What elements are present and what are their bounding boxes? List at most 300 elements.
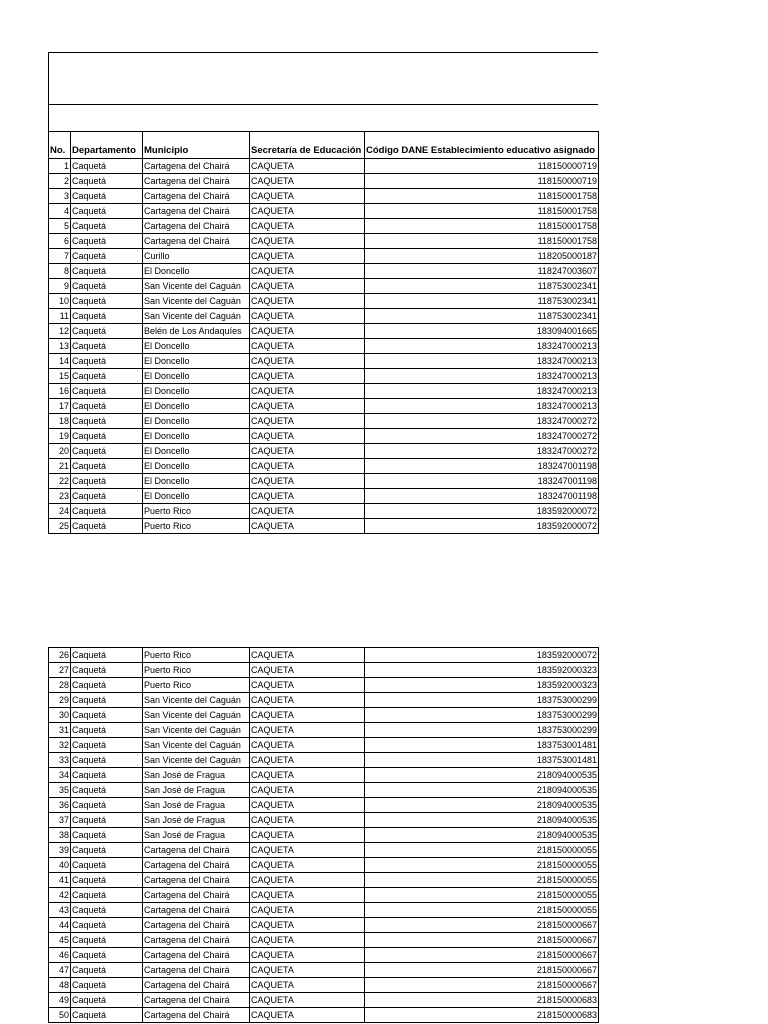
table-row [49,888,599,903]
cell-municipio: Cartagena del Chairá [143,933,250,948]
cell-departamento: Caquetá [71,648,143,663]
table-row [49,204,599,219]
cell-no: 21 [49,459,71,474]
cell-departamento: Caquetá [71,903,143,918]
cell-secretaria: CAQUETA [250,798,365,813]
cell-no: 12 [49,324,71,339]
table-row [49,519,599,534]
cell-municipio: Cartagena del Chairá [143,204,250,219]
cell-codigo: 218094000535 [365,783,599,798]
table-row [49,903,599,918]
cell-no: 48 [49,978,71,993]
cell-codigo: 218150000683 [365,1008,599,1023]
cell-no: 45 [49,933,71,948]
cell-no: 37 [49,813,71,828]
table-row [49,663,599,678]
cell-no: 28 [49,678,71,693]
cell-departamento: Caquetá [71,708,143,723]
table-row [49,294,599,309]
cell-municipio: San Vicente del Caguán [143,279,250,294]
cell-secretaria: CAQUETA [250,159,365,174]
cell-secretaria: CAQUETA [250,723,365,738]
cell-secretaria: CAQUETA [250,813,365,828]
table-row [49,309,599,324]
cell-no: 24 [49,504,71,519]
cell-departamento: Caquetá [71,219,143,234]
cell-departamento: Caquetá [71,843,143,858]
cell-secretaria: CAQUETA [250,174,365,189]
cell-no: 13 [49,339,71,354]
table-row [49,189,599,204]
cell-departamento: Caquetá [71,309,143,324]
cell-municipio: El Doncello [143,354,250,369]
cell-departamento: Caquetá [71,339,143,354]
cell-departamento: Caquetá [71,693,143,708]
cell-secretaria: CAQUETA [250,903,365,918]
establishments-table-page-2 [48,647,599,1023]
cell-codigo: 218150000667 [365,933,599,948]
cell-municipio: San José de Fragua [143,813,250,828]
cell-codigo: 183592000072 [365,519,599,534]
header-frame [48,52,598,132]
cell-municipio: San Vicente del Caguán [143,294,250,309]
table-body-1 [49,159,599,534]
cell-secretaria: CAQUETA [250,858,365,873]
table-row [49,873,599,888]
cell-codigo: 218150000055 [365,858,599,873]
cell-municipio: San José de Fragua [143,798,250,813]
cell-secretaria: CAQUETA [250,444,365,459]
cell-no: 47 [49,963,71,978]
cell-municipio: Cartagena del Chairá [143,918,250,933]
cell-codigo: 118150001758 [365,189,599,204]
cell-no: 31 [49,723,71,738]
cell-no: 14 [49,354,71,369]
table-row [49,678,599,693]
header-divider [49,104,598,105]
table-row [49,414,599,429]
cell-municipio: Puerto Rico [143,648,250,663]
cell-departamento: Caquetá [71,678,143,693]
cell-no: 29 [49,693,71,708]
cell-secretaria: CAQUETA [250,693,365,708]
table-row [49,264,599,279]
cell-secretaria: CAQUETA [250,294,365,309]
cell-secretaria: CAQUETA [250,369,365,384]
cell-no: 19 [49,429,71,444]
cell-secretaria: CAQUETA [250,189,365,204]
cell-secretaria: CAQUETA [250,309,365,324]
cell-no: 2 [49,174,71,189]
cell-no: 1 [49,159,71,174]
cell-departamento: Caquetá [71,828,143,843]
cell-codigo: 118205000187 [365,249,599,264]
cell-municipio: San Vicente del Caguán [143,309,250,324]
table-row [49,843,599,858]
table-row [49,933,599,948]
cell-secretaria: CAQUETA [250,663,365,678]
cell-codigo: 218150000055 [365,903,599,918]
cell-codigo: 183592000323 [365,663,599,678]
cell-municipio: Cartagena del Chairá [143,963,250,978]
table-row [49,219,599,234]
cell-departamento: Caquetá [71,249,143,264]
cell-secretaria: CAQUETA [250,918,365,933]
cell-departamento: Caquetá [71,888,143,903]
cell-departamento: Caquetá [71,444,143,459]
cell-departamento: Caquetá [71,519,143,534]
cell-departamento: Caquetá [71,918,143,933]
cell-no: 8 [49,264,71,279]
table-header-row [49,132,599,159]
table-row [49,798,599,813]
cell-secretaria: CAQUETA [250,678,365,693]
table-row [49,708,599,723]
cell-secretaria: CAQUETA [250,753,365,768]
table-row [49,489,599,504]
cell-municipio: El Doncello [143,474,250,489]
table-row [49,504,599,519]
cell-municipio: Puerto Rico [143,678,250,693]
cell-municipio: Cartagena del Chairá [143,993,250,1008]
table-row [49,1008,599,1023]
cell-codigo: 118753002341 [365,279,599,294]
cell-departamento: Caquetá [71,723,143,738]
cell-secretaria: CAQUETA [250,489,365,504]
table-row [49,813,599,828]
table-row [49,174,599,189]
table-row [49,384,599,399]
cell-departamento: Caquetá [71,933,143,948]
establishments-table-page-1 [48,131,599,534]
cell-secretaria: CAQUETA [250,234,365,249]
cell-municipio: Curillo [143,249,250,264]
cell-secretaria: CAQUETA [250,474,365,489]
cell-municipio: El Doncello [143,399,250,414]
table-row [49,429,599,444]
cell-departamento: Caquetá [71,504,143,519]
cell-secretaria: CAQUETA [250,384,365,399]
cell-secretaria: CAQUETA [250,783,365,798]
cell-no: 4 [49,204,71,219]
table-row [49,978,599,993]
table-row [49,828,599,843]
cell-no: 3 [49,189,71,204]
cell-codigo: 118150000719 [365,174,599,189]
cell-codigo: 118753002341 [365,294,599,309]
cell-secretaria: CAQUETA [250,768,365,783]
cell-municipio: Cartagena del Chairá [143,858,250,873]
cell-codigo: 118150001758 [365,219,599,234]
cell-no: 41 [49,873,71,888]
cell-municipio: Cartagena del Chairá [143,1008,250,1023]
cell-no: 34 [49,768,71,783]
cell-codigo: 183753001481 [365,753,599,768]
cell-departamento: Caquetá [71,369,143,384]
table-row [49,918,599,933]
cell-no: 33 [49,753,71,768]
cell-departamento: Caquetá [71,264,143,279]
cell-departamento: Caquetá [71,489,143,504]
cell-secretaria: CAQUETA [250,648,365,663]
cell-municipio: Cartagena del Chairá [143,978,250,993]
cell-departamento: Caquetá [71,948,143,963]
cell-no: 11 [49,309,71,324]
table-row [49,474,599,489]
table-row [49,948,599,963]
cell-codigo: 118247003607 [365,264,599,279]
cell-no: 18 [49,414,71,429]
cell-codigo: 218150000667 [365,918,599,933]
cell-codigo: 183753000299 [365,723,599,738]
table-row [49,444,599,459]
cell-secretaria: CAQUETA [250,888,365,903]
cell-codigo: 183247000213 [365,384,599,399]
cell-codigo: 183247001198 [365,474,599,489]
cell-no: 26 [49,648,71,663]
cell-codigo: 118150001758 [365,204,599,219]
cell-codigo: 118150001758 [365,234,599,249]
table-row [49,459,599,474]
cell-municipio: Cartagena del Chairá [143,873,250,888]
cell-codigo: 183247000213 [365,339,599,354]
cell-codigo: 183247000213 [365,369,599,384]
cell-secretaria: CAQUETA [250,354,365,369]
header-municipio: Municipio [143,132,250,159]
cell-secretaria: CAQUETA [250,414,365,429]
table-row [49,279,599,294]
table-row [49,693,599,708]
cell-secretaria: CAQUETA [250,1008,365,1023]
cell-no: 5 [49,219,71,234]
cell-codigo: 183247000272 [365,429,599,444]
cell-departamento: Caquetá [71,279,143,294]
cell-no: 23 [49,489,71,504]
cell-secretaria: CAQUETA [250,519,365,534]
cell-codigo: 218150000667 [365,948,599,963]
cell-no: 15 [49,369,71,384]
cell-secretaria: CAQUETA [250,324,365,339]
table-row [49,234,599,249]
table-row [49,159,599,174]
cell-secretaria: CAQUETA [250,459,365,474]
table-row [49,324,599,339]
cell-departamento: Caquetá [71,234,143,249]
table-row [49,648,599,663]
table-row [49,354,599,369]
table-row [49,768,599,783]
cell-codigo: 183247000272 [365,414,599,429]
cell-no: 32 [49,738,71,753]
cell-municipio: Puerto Rico [143,663,250,678]
cell-municipio: Cartagena del Chairá [143,174,250,189]
cell-departamento: Caquetá [71,204,143,219]
cell-departamento: Caquetá [71,174,143,189]
table-row [49,399,599,414]
cell-departamento: Caquetá [71,873,143,888]
cell-municipio: San Vicente del Caguán [143,693,250,708]
cell-secretaria: CAQUETA [250,843,365,858]
cell-secretaria: CAQUETA [250,249,365,264]
cell-municipio: Cartagena del Chairá [143,189,250,204]
table-row [49,783,599,798]
cell-codigo: 183592000072 [365,648,599,663]
cell-no: 38 [49,828,71,843]
cell-municipio: San Vicente del Caguán [143,708,250,723]
table-body-2 [49,648,599,1023]
cell-municipio: El Doncello [143,429,250,444]
cell-secretaria: CAQUETA [250,948,365,963]
cell-secretaria: CAQUETA [250,708,365,723]
cell-municipio: Belén de Los Andaquíes [143,324,250,339]
cell-no: 25 [49,519,71,534]
cell-no: 39 [49,843,71,858]
cell-no: 10 [49,294,71,309]
cell-secretaria: CAQUETA [250,504,365,519]
cell-municipio: San Vicente del Caguán [143,753,250,768]
cell-codigo: 183094001665 [365,324,599,339]
cell-codigo: 183592000072 [365,504,599,519]
table-row [49,369,599,384]
cell-municipio: San Vicente del Caguán [143,723,250,738]
cell-departamento: Caquetá [71,783,143,798]
cell-secretaria: CAQUETA [250,429,365,444]
cell-secretaria: CAQUETA [250,399,365,414]
cell-municipio: Cartagena del Chairá [143,948,250,963]
cell-municipio: Cartagena del Chairá [143,903,250,918]
cell-no: 43 [49,903,71,918]
table-row [49,753,599,768]
header-codigo: Código DANE Establecimiento educativo asignado [365,132,599,159]
cell-departamento: Caquetá [71,324,143,339]
cell-codigo: 183753000299 [365,708,599,723]
cell-codigo: 218094000535 [365,813,599,828]
cell-secretaria: CAQUETA [250,873,365,888]
cell-codigo: 218094000535 [365,798,599,813]
cell-codigo: 183753001481 [365,738,599,753]
cell-municipio: Cartagena del Chairá [143,234,250,249]
cell-municipio: Cartagena del Chairá [143,159,250,174]
cell-codigo: 218094000535 [365,828,599,843]
cell-codigo: 218150000667 [365,963,599,978]
cell-municipio: Cartagena del Chairá [143,219,250,234]
cell-municipio: El Doncello [143,369,250,384]
cell-secretaria: CAQUETA [250,963,365,978]
cell-codigo: 218094000535 [365,768,599,783]
cell-codigo: 218150000683 [365,993,599,1008]
cell-departamento: Caquetá [71,858,143,873]
cell-no: 40 [49,858,71,873]
cell-no: 22 [49,474,71,489]
cell-municipio: San José de Fragua [143,768,250,783]
cell-secretaria: CAQUETA [250,279,365,294]
cell-no: 46 [49,948,71,963]
cell-no: 42 [49,888,71,903]
cell-departamento: Caquetá [71,738,143,753]
cell-departamento: Caquetá [71,474,143,489]
cell-departamento: Caquetá [71,294,143,309]
cell-departamento: Caquetá [71,813,143,828]
table-row [49,963,599,978]
cell-departamento: Caquetá [71,993,143,1008]
cell-no: 49 [49,993,71,1008]
cell-secretaria: CAQUETA [250,978,365,993]
cell-departamento: Caquetá [71,399,143,414]
cell-departamento: Caquetá [71,459,143,474]
header-departamento: Departamento [71,132,143,159]
cell-secretaria: CAQUETA [250,339,365,354]
cell-municipio: El Doncello [143,384,250,399]
cell-departamento: Caquetá [71,429,143,444]
cell-codigo: 183247001198 [365,459,599,474]
cell-codigo: 118150000719 [365,159,599,174]
cell-codigo: 218150000667 [365,978,599,993]
cell-municipio: Cartagena del Chairá [143,843,250,858]
cell-no: 44 [49,918,71,933]
cell-municipio: El Doncello [143,489,250,504]
cell-municipio: Puerto Rico [143,504,250,519]
cell-codigo: 183247000213 [365,399,599,414]
cell-secretaria: CAQUETA [250,264,365,279]
cell-no: 20 [49,444,71,459]
cell-municipio: El Doncello [143,444,250,459]
cell-no: 50 [49,1008,71,1023]
table-row [49,339,599,354]
cell-municipio: San José de Fragua [143,783,250,798]
cell-municipio: El Doncello [143,339,250,354]
cell-no: 36 [49,798,71,813]
cell-secretaria: CAQUETA [250,738,365,753]
cell-departamento: Caquetá [71,1008,143,1023]
cell-codigo: 183247000272 [365,444,599,459]
cell-secretaria: CAQUETA [250,219,365,234]
cell-municipio: Cartagena del Chairá [143,888,250,903]
table-row [49,723,599,738]
cell-secretaria: CAQUETA [250,993,365,1008]
cell-codigo: 183247001198 [365,489,599,504]
cell-no: 16 [49,384,71,399]
cell-codigo: 118753002341 [365,309,599,324]
cell-municipio: Puerto Rico [143,519,250,534]
cell-secretaria: CAQUETA [250,828,365,843]
cell-no: 17 [49,399,71,414]
cell-departamento: Caquetá [71,963,143,978]
cell-municipio: El Doncello [143,264,250,279]
cell-codigo: 218150000055 [365,843,599,858]
cell-departamento: Caquetá [71,159,143,174]
header-no: No. [49,132,71,159]
cell-departamento: Caquetá [71,663,143,678]
cell-secretaria: CAQUETA [250,933,365,948]
cell-municipio: El Doncello [143,459,250,474]
cell-departamento: Caquetá [71,768,143,783]
cell-departamento: Caquetá [71,753,143,768]
cell-no: 35 [49,783,71,798]
table-row [49,993,599,1008]
cell-departamento: Caquetá [71,354,143,369]
cell-departamento: Caquetá [71,384,143,399]
cell-no: 9 [49,279,71,294]
cell-municipio: El Doncello [143,414,250,429]
table-row [49,858,599,873]
cell-no: 7 [49,249,71,264]
cell-codigo: 183753000299 [365,693,599,708]
header-secretaria: Secretaría de Educación [250,132,365,159]
cell-codigo: 218150000055 [365,888,599,903]
cell-codigo: 183592000323 [365,678,599,693]
cell-secretaria: CAQUETA [250,204,365,219]
cell-codigo: 218150000055 [365,873,599,888]
